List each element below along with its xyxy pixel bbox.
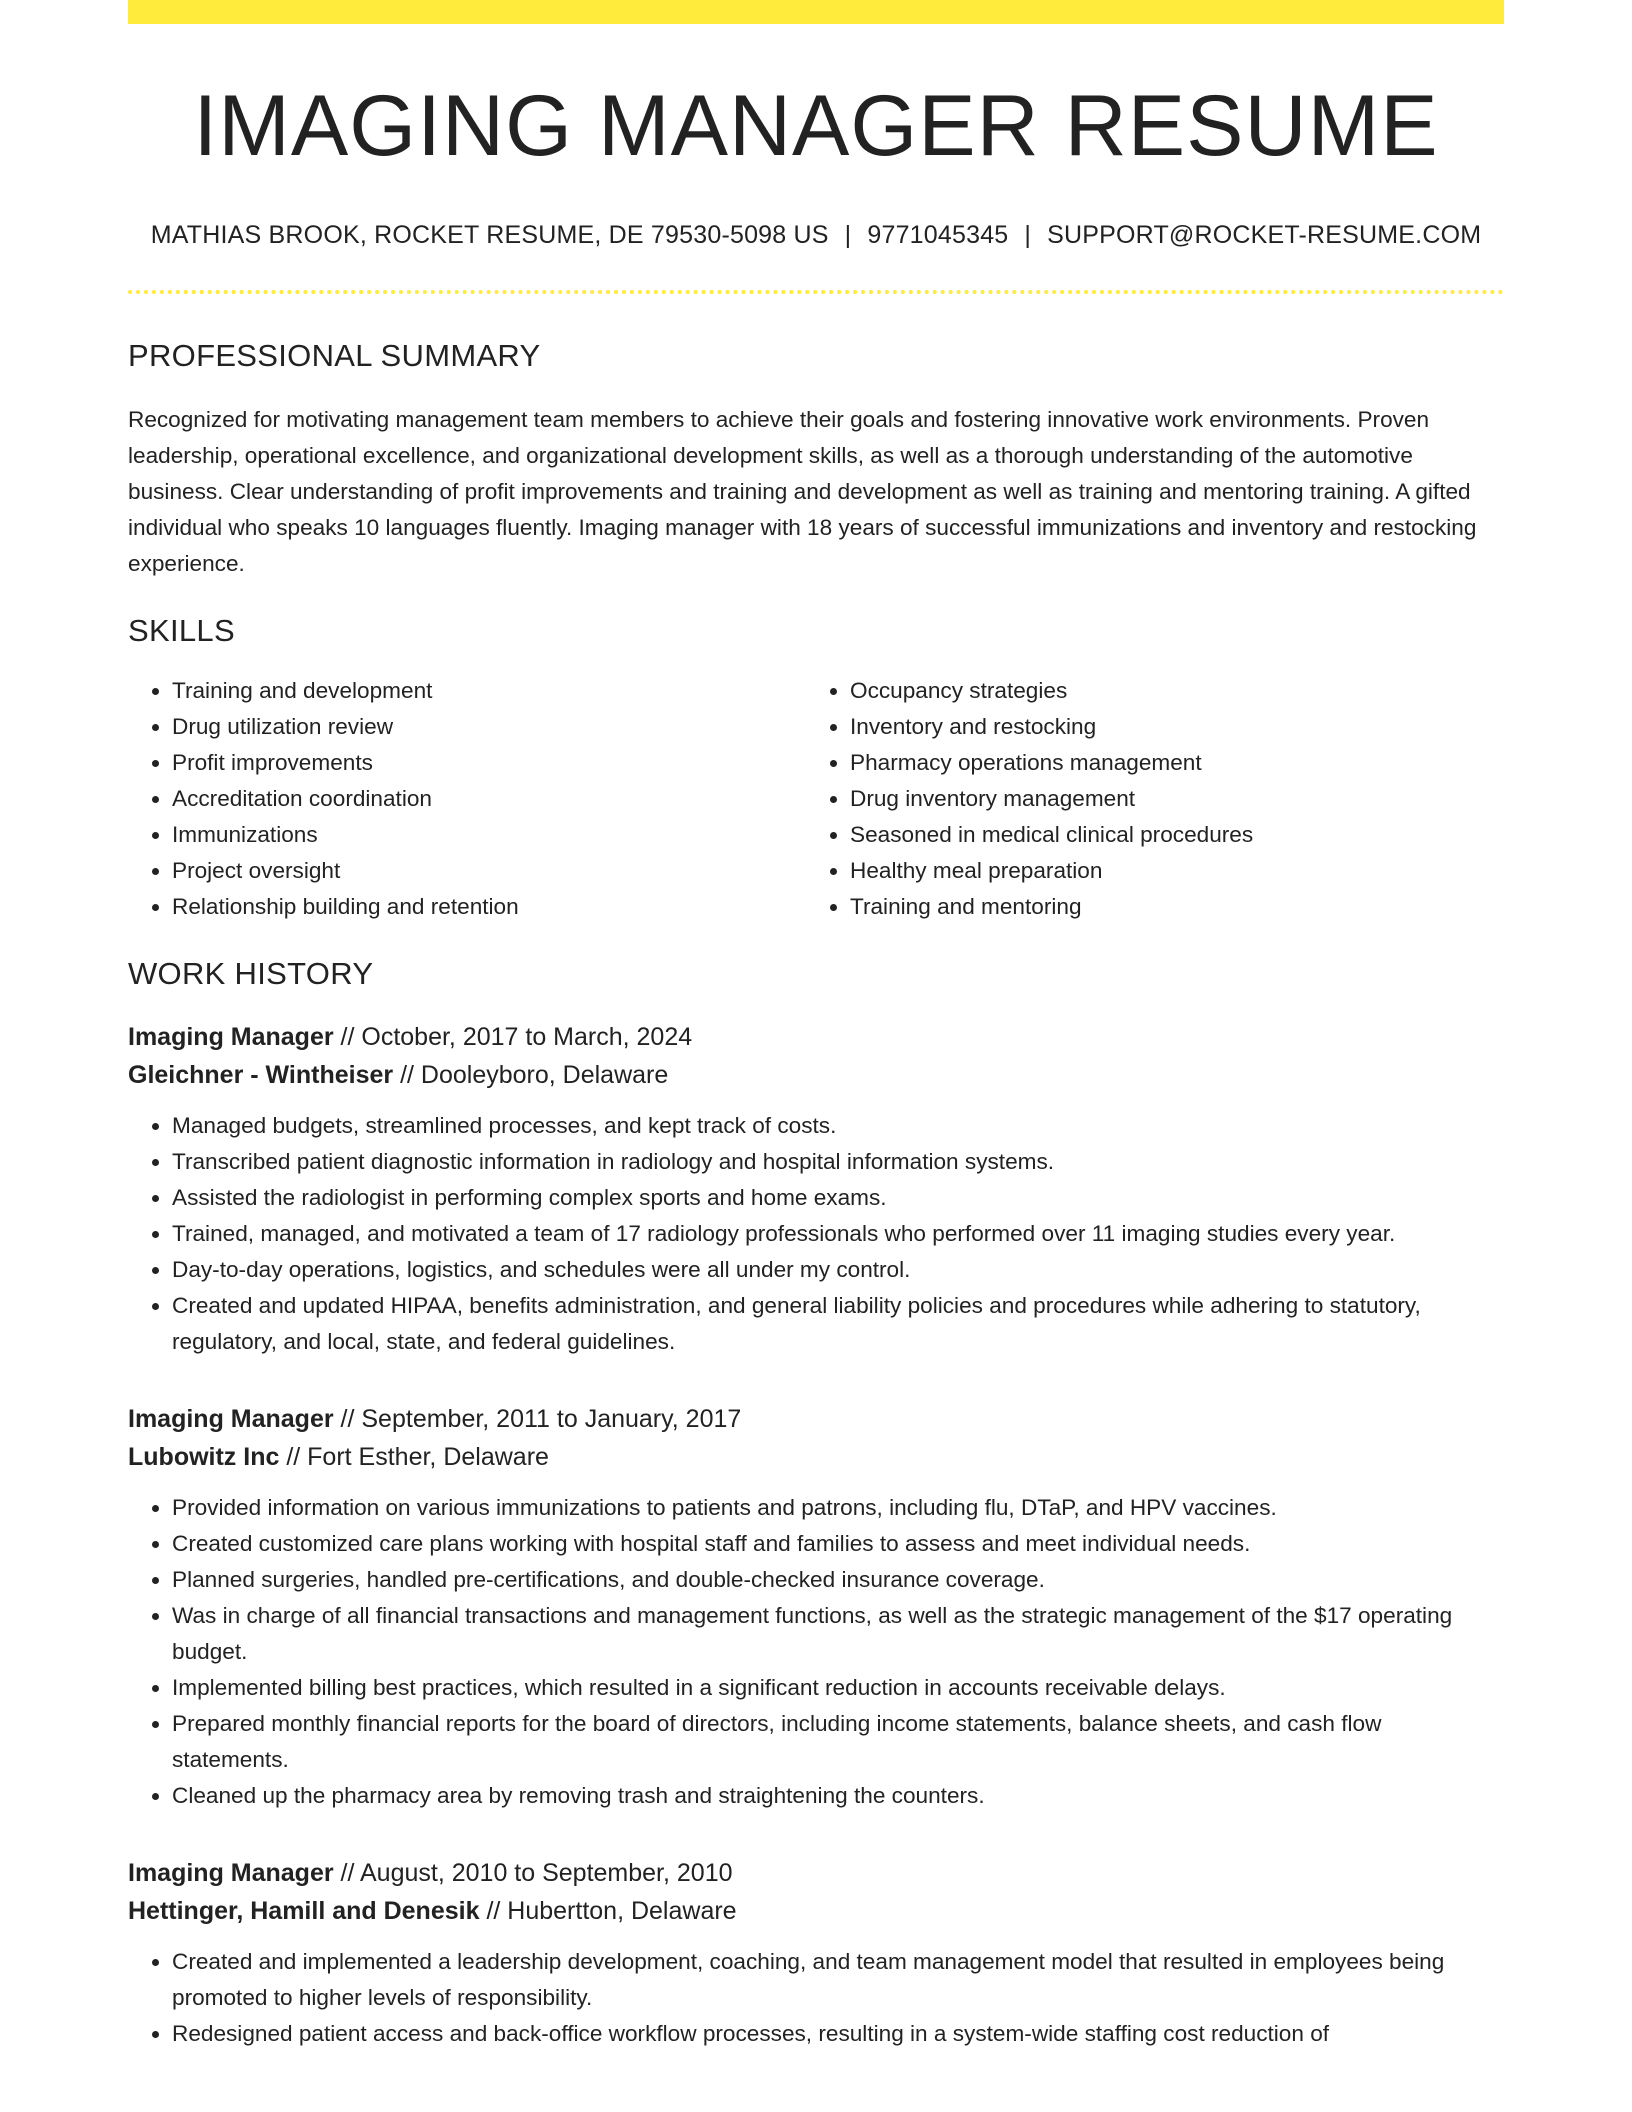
job-title: Imaging Manager — [128, 1859, 334, 1888]
job-title: Imaging Manager — [128, 1405, 334, 1434]
skills-list — [128, 673, 1504, 925]
job-bullet: • Transcribed patient diagnostic information in radiology and hospital information systems. — [172, 1144, 1504, 1180]
summary-heading: PROFESSIONAL SUMMARY — [128, 337, 541, 373]
job-bullet: • Day-to-day operations, logistics, and schedules were all under my control. — [172, 1252, 1504, 1288]
job-title: Imaging Manager — [128, 1023, 334, 1052]
skill-item: • Pharmacy operations management — [850, 745, 1504, 781]
skills-column-left — [128, 673, 806, 925]
skill-item: • Training and mentoring — [850, 889, 1504, 925]
job-company-line — [128, 1056, 1504, 1094]
job-location: // Fort Esther, Delaware — [286, 1443, 549, 1472]
skill-item: • Healthy meal preparation — [850, 853, 1504, 889]
job-bullets — [128, 1944, 1504, 2052]
work-history-heading: WORK HISTORY — [128, 955, 374, 991]
job-company: Gleichner - Wintheiser — [128, 1061, 394, 1090]
resume-title: IMAGING MANAGER RESUME — [193, 78, 1439, 174]
job-dates: // October, 2017 to March, 2024 — [340, 1023, 693, 1052]
job-entry — [128, 1400, 1504, 1814]
job-bullet: • Assisted the radiologist in performing complex sports and home exams. — [172, 1180, 1504, 1216]
job-title-line — [128, 1018, 1504, 1056]
job-dates: // August, 2010 to September, 2010 — [340, 1859, 733, 1888]
job-bullet: • Provided information on various immunizations to patients and patrons, including flu, DTaP, and HPV vaccines. — [172, 1490, 1504, 1526]
contact-separator: | — [844, 220, 852, 249]
contact-email: SUPPORT@ROCKET-RESUME.COM — [1047, 220, 1482, 249]
skills-heading: SKILLS — [128, 612, 235, 648]
resume-page — [128, 0, 1504, 2052]
job-bullet: • Created and updated HIPAA, benefits administration, and general liability policies and procedures while adhering to statutory, regulatory, and local, state, and federal guidelines. — [172, 1288, 1504, 1360]
job-bullet: • Created and implemented a leadership development, coaching, and team management model that resulted in employees being promoted to higher levels of responsibility. — [172, 1944, 1504, 2016]
skill-item: • Immunizations — [172, 817, 806, 853]
skill-item: • Inventory and restocking — [850, 709, 1504, 745]
job-location: // Hubertton, Delaware — [486, 1897, 737, 1926]
skill-item: • Project oversight — [172, 853, 806, 889]
job-bullet: • Trained, managed, and motivated a team of 17 radiology professionals who performed over 11 imaging studies every year. — [172, 1216, 1504, 1252]
job-title-line — [128, 1854, 1504, 1892]
job-bullet: • Managed budgets, streamlined processes, and kept track of costs. — [172, 1108, 1504, 1144]
contact-phone: 9771045345 — [867, 220, 1009, 249]
job-bullet: • Created customized care plans working with hospital staff and families to assess and meet individual needs. — [172, 1526, 1504, 1562]
skill-item: • Seasoned in medical clinical procedures — [850, 817, 1504, 853]
job-bullet: • Planned surgeries, handled pre-certifications, and double-checked insurance coverage. — [172, 1562, 1504, 1598]
job-title-line — [128, 1400, 1504, 1438]
skills-column-right — [806, 673, 1504, 925]
dotted-divider — [128, 290, 1504, 294]
skill-item: • Occupancy strategies — [850, 673, 1504, 709]
job-dates: // September, 2011 to January, 2017 — [340, 1405, 742, 1434]
skill-item: • Accreditation coordination — [172, 781, 806, 817]
job-bullets — [128, 1490, 1504, 1814]
contact-address: MATHIAS BROOK, ROCKET RESUME, DE 79530-5098 US — [150, 220, 829, 249]
job-bullet: • Implemented billing best practices, which resulted in a significant reduction in accounts receivable delays. — [172, 1670, 1504, 1706]
skill-item: • Profit improvements — [172, 745, 806, 781]
job-location: // Dooleyboro, Delaware — [400, 1061, 669, 1090]
contact-line — [128, 220, 1504, 250]
job-bullets — [128, 1108, 1504, 1360]
job-entry — [128, 1018, 1504, 1360]
skill-item: • Relationship building and retention — [172, 889, 806, 925]
job-bullet: • Redesigned patient access and back-office workflow processes, resulting in a system-wide staffing cost reduction of — [172, 2016, 1504, 2052]
skill-item: • Drug inventory management — [850, 781, 1504, 817]
job-company: Hettinger, Hamill and Denesik — [128, 1897, 480, 1926]
job-bullet: • Prepared monthly financial reports for the board of directors, including income statements, balance sheets, and cash flow statements. — [172, 1706, 1504, 1778]
job-company: Lubowitz Inc — [128, 1443, 280, 1472]
job-company-line — [128, 1892, 1504, 1930]
skill-item: • Drug utilization review — [172, 709, 806, 745]
contact-separator: | — [1024, 220, 1032, 249]
job-bullet: • Cleaned up the pharmacy area by removing trash and straightening the counters. — [172, 1778, 1504, 1814]
job-entry — [128, 1854, 1504, 2052]
job-company-line — [128, 1438, 1504, 1476]
skill-item: • Training and development — [172, 673, 806, 709]
job-bullet: • Was in charge of all financial transactions and management functions, as well as the strategic management of the $17 operating budget. — [172, 1598, 1504, 1670]
summary-text: Recognized for motivating management team members to achieve their goals and fostering innovative work environments. Proven leadership, operational excellence, and organizational development skills, as well as a thorough understanding of the automotive business. Clear understanding of profit improvements and training and development as well as training and mentoring training. A gifted individual who speaks 10 languages fluently. Imaging manager with 18 years of successful immunizations and inventory and restocking experience. — [128, 406, 1477, 576]
top-accent-bar — [128, 0, 1504, 24]
